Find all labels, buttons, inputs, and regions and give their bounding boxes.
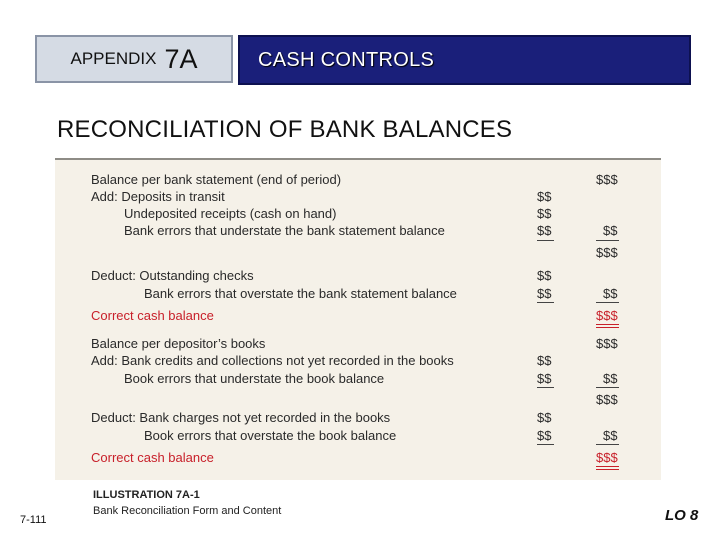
appendix-number: 7A xyxy=(164,43,198,74)
total-cell-correct: $$$ xyxy=(596,450,618,465)
amount-cell: $$ xyxy=(603,371,618,386)
amount-cell: $$ xyxy=(537,223,552,238)
underline xyxy=(537,240,554,241)
illustration-title: ILLUSTRATION 7A-1 xyxy=(93,489,200,501)
total-cell: $$$ xyxy=(596,392,618,407)
underline xyxy=(596,302,619,303)
form-line: Book errors that overstate the book balance xyxy=(144,428,397,443)
form-line: Balance per depositor’s books xyxy=(91,336,266,351)
form-line: Bank errors that understate the bank statement balance xyxy=(124,223,445,238)
page-number: 7-111 xyxy=(20,514,47,526)
form-line-total: Correct cash balance xyxy=(91,450,214,465)
form-line: Book errors that understate the book balance xyxy=(124,371,385,386)
total-cell: $$$ xyxy=(596,172,618,187)
form-line: Add: Deposits in transit xyxy=(91,189,225,204)
amount-cell: $$ xyxy=(537,206,552,221)
amount-cell: $$ xyxy=(537,410,552,425)
amount-cell: $$ xyxy=(537,268,552,283)
section-title-box xyxy=(238,35,691,85)
reconciliation-form xyxy=(55,158,661,480)
form-line: Deduct: Bank charges not yet recorded in the books xyxy=(91,410,391,425)
form-line: Add: Bank credits and collections not yet recorded in the books xyxy=(91,353,454,368)
form-line: Balance per bank statement (end of period) xyxy=(91,172,342,187)
total-cell: $$$ xyxy=(596,336,618,351)
learning-objective: LO 8 xyxy=(665,507,699,524)
amount-cell: $$ xyxy=(537,353,552,368)
underline xyxy=(537,387,554,388)
amount-cell: $$ xyxy=(537,428,552,443)
underline xyxy=(596,240,619,241)
slide-title: RECONCILIATION OF BANK BALANCES xyxy=(57,116,513,143)
illustration-subtitle: Bank Reconciliation Form and Content xyxy=(93,505,282,517)
amount-cell: $$ xyxy=(537,286,552,301)
double-underline xyxy=(596,324,619,328)
appendix-label: APPENDIX xyxy=(70,49,157,68)
underline xyxy=(596,387,619,388)
section-title: CASH CONTROLS xyxy=(258,48,435,71)
underline xyxy=(537,444,554,445)
amount-cell: $$ xyxy=(603,223,618,238)
total-cell-correct: $$$ xyxy=(596,308,618,323)
appendix-box xyxy=(35,35,233,83)
form-line: Undeposited receipts (cash on hand) xyxy=(124,206,337,221)
underline xyxy=(596,444,619,445)
double-underline xyxy=(596,466,619,470)
amount-cell: $$ xyxy=(537,371,552,386)
amount-cell: $$ xyxy=(603,286,618,301)
total-cell: $$$ xyxy=(596,245,618,260)
underline xyxy=(537,302,554,303)
form-line: Bank errors that overstate the bank statement balance xyxy=(144,286,457,301)
amount-cell: $$ xyxy=(537,189,552,204)
form-line-total: Correct cash balance xyxy=(91,308,214,323)
amount-cell: $$ xyxy=(603,428,618,443)
form-line: Deduct: Outstanding checks xyxy=(91,268,254,283)
